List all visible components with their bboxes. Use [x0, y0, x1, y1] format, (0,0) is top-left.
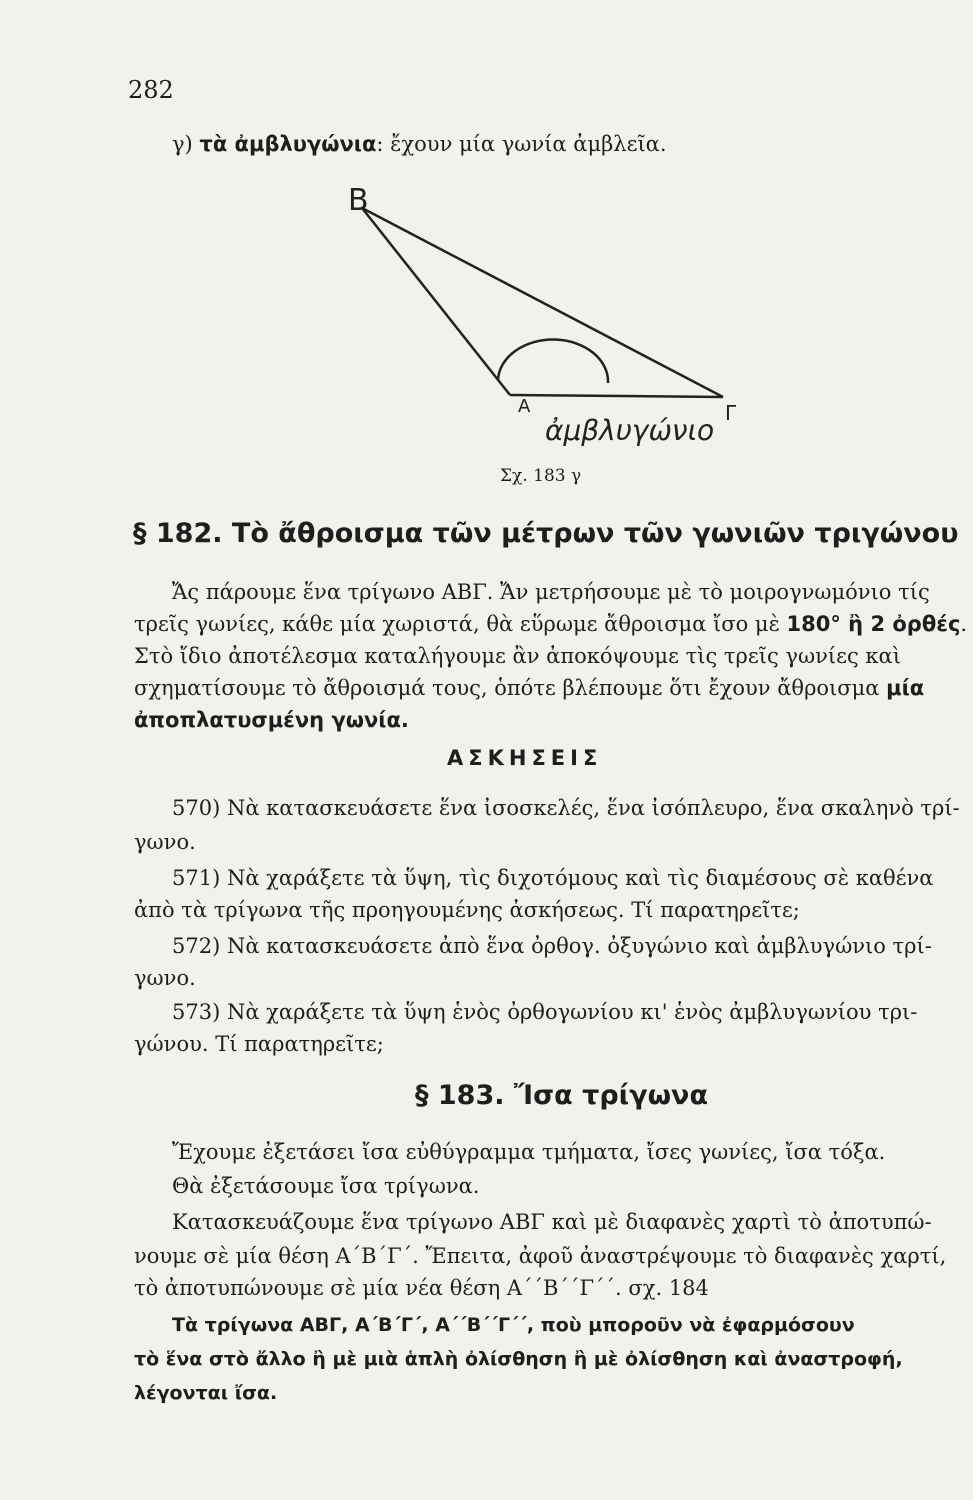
exercise-573-line-2: γώνου. Τί παρατηρεῖτε;	[134, 1032, 384, 1056]
side-BA	[362, 208, 510, 395]
line-obtuse-definition	[172, 132, 667, 156]
obtuse-term: τὰ ἀμβλυγώνια	[199, 132, 377, 156]
s183-bold-line-3: λέγονται ἴσα.	[134, 1382, 278, 1404]
s182-line-1: Ἄς πάρουμε ἕνα τρίγωνο ΑΒΓ. Ἄν μετρήσουμε μὲ τὸ μοιρογνωμόνιο τίς	[172, 580, 930, 604]
sum-180-degrees: 180° ἢ 2 ὀρθές	[786, 612, 961, 636]
angle-arc	[498, 339, 608, 383]
gamma-prefix: γ)	[172, 132, 200, 156]
s183-bold-line-1: Τὰ τρίγωνα ΑΒΓ, Α΄Β΄Γ΄, Α΄΄Β΄΄Γ΄΄, ποὺ μποροῦν νὰ ἐφαρμόσουν	[172, 1314, 855, 1336]
s183-line-3: Κατασκευάζουμε ἕνα τρίγωνο ΑΒΓ καὶ μὲ διαφανὲς χαρτὶ τὸ ἀποτυπώ-	[172, 1210, 932, 1234]
s182-line-2	[134, 612, 967, 636]
s182-line-2-text: τρεῖς γωνίες, κάθε μία χωριστά, θὰ εὕρωμε ἄθροισμα ἴσο μὲ	[134, 612, 787, 636]
side-AG	[510, 395, 723, 397]
s183-line-1: Ἔχουμε ἐξετάσει ἴσα εὐθύγραμμα τμήματα, ἴσες γωνίες, ἴσα τόξα.	[172, 1140, 886, 1164]
exercise-573-line-1: 573) Νὰ χαράξετε τὰ ὕψη ἑνὸς ὀρθογωνίου κι' ἑνὸς ἀμβλυγωνίου τρι-	[172, 1000, 918, 1024]
exercises-title: ΑΣΚΗΣΕΙΣ	[447, 746, 603, 770]
vertex-label-G: Γ	[725, 401, 737, 425]
s182-line-3: Στὸ ἴδιο ἀποτέλεσμα καταλήγουμε ἂν ἀποκόψουμε τὶς τρεῖς γωνίες καὶ	[134, 644, 901, 668]
section-183-title: § 183. Ἴσα τρίγωνα	[415, 1080, 708, 1111]
exercise-572-line-1: 572) Νὰ κατασκευάσετε ἀπὸ ἕνα ὀρθογ. ὀξυγώνιο καὶ ἀμβλυγώνιο τρί-	[172, 934, 932, 958]
section-182-title: § 182. Τὸ ἄθροισμα τῶν μέτρων τῶν γωνιῶν τριγώνου	[133, 518, 959, 549]
emph-mia: μία	[886, 676, 925, 700]
exercise-570-line-2: γωνο.	[134, 830, 196, 854]
exercise-571-line-2: ἀπὸ τὰ τρίγωνα τῆς προηγουμένης ἀσκήσεως. Τί παρατηρεῖτε;	[134, 898, 800, 922]
s183-line-2: Θὰ ἐξετάσουμε ἴσα τρίγωνα.	[172, 1174, 480, 1198]
s182-line-5: ἀποπλατυσμένη γωνία.	[134, 708, 409, 732]
s182-line-4	[134, 676, 924, 700]
obtuse-triangle-figure	[340, 180, 770, 455]
figure-caption: Σχ. 183 γ	[500, 466, 582, 486]
obtuse-definition: : ἔχουν μία γωνία ἀμβλεῖα.	[376, 132, 667, 156]
s183-line-4: νουμε σὲ μία θέση Α΄Β΄Γ΄. Ἔπειτα, ἀφοῦ ἀναστρέψουμε τὸ διαφανὲς χαρτί,	[134, 1244, 947, 1268]
exercise-570-line-1: 570) Νὰ κατασκευάσετε ἕνα ἰσοσκελές, ἕνα ἰσόπλευρο, ἕνα σκαληνὸ τρί-	[172, 796, 960, 820]
s182-line-2-end: .	[960, 612, 968, 636]
page-number: 282	[128, 76, 174, 104]
handwritten-label: ἀμβλυγώνιο	[545, 414, 715, 447]
vertex-label-A: Α	[518, 396, 531, 417]
vertex-label-B: Β	[348, 183, 369, 218]
side-BG	[362, 208, 723, 397]
exercise-571-line-1: 571) Νὰ χαράξετε τὰ ὕψη, τὶς διχοτόμους καὶ τὶς διαμέσους σὲ καθένα	[172, 866, 934, 890]
exercise-572-line-2: γωνο.	[134, 966, 196, 990]
s183-bold-line-2: τὸ ἕνα στὸ ἄλλο ἢ μὲ μιὰ ἁπλὴ ὀλίσθηση ἢ μὲ ὀλίσθηση καὶ ἀναστροφή,	[134, 1348, 903, 1370]
s182-line-4-text: σχηματίσουμε τὸ ἄθροισμά τους, ὁπότε βλέπουμε ὅτι ἔχουν ἄθροισμα	[134, 676, 887, 700]
s183-line-5: τὸ ἀποτυπώνουμε σὲ μία νέα θέση Α΄΄Β΄΄Γ΄΄. σχ. 184	[134, 1276, 709, 1300]
